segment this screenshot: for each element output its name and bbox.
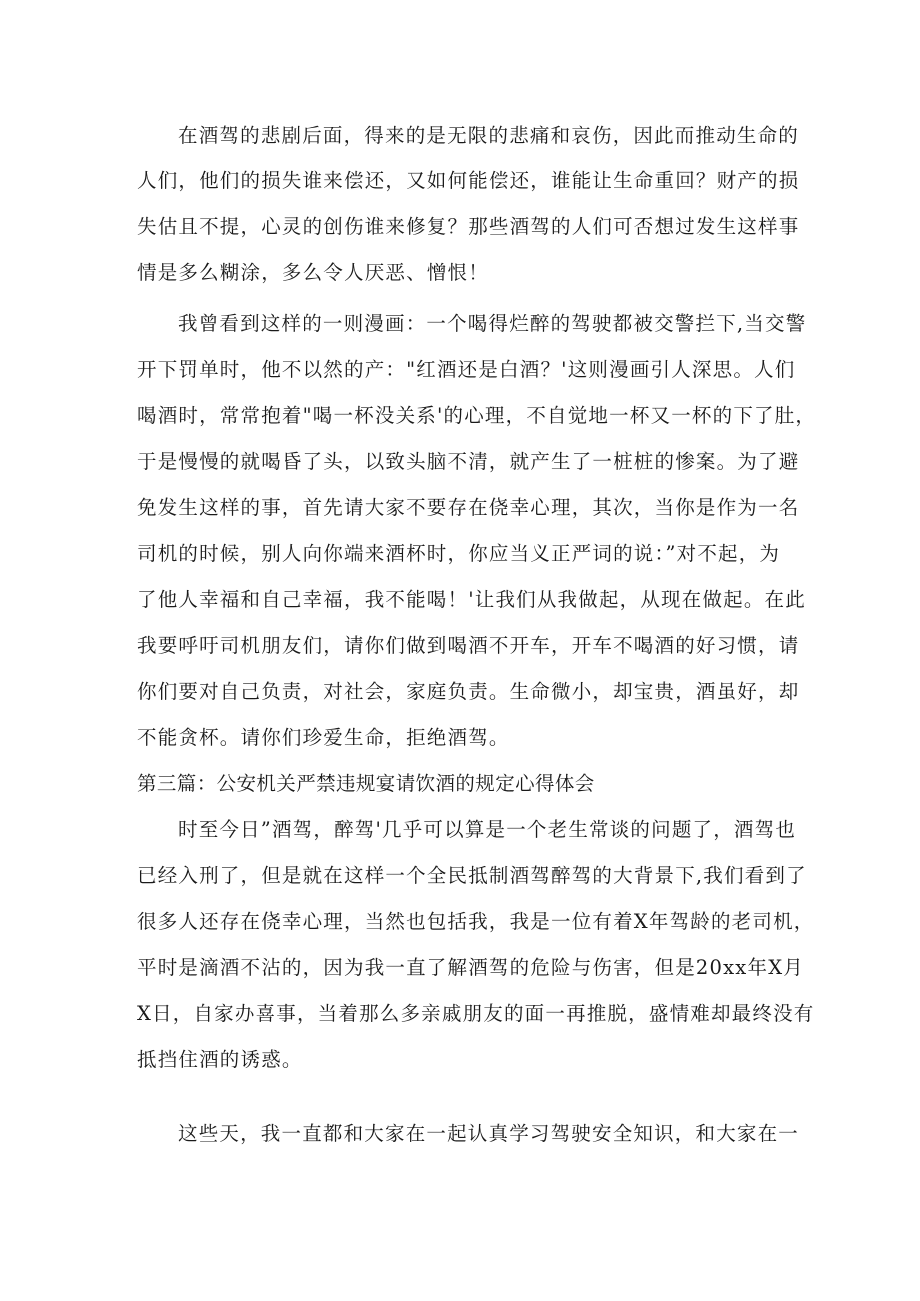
paragraph-1-line-1: 在酒驾的悲剧后面，得来的是无限的悲痛和哀伤，因此而推动生命的 [178, 124, 800, 147]
paragraph-2-line-7: 了他人幸福和自己幸福，我不能喝！'让我们从我做起，从现在做起。在此 [137, 588, 806, 611]
section-heading: 第三篇：公安机关严禁违规宴请饮酒的规定心得体会 [137, 772, 595, 795]
paragraph-2-line-1: 我曾看到这样的一则漫画：一个喝得烂醉的驾驶都被交警拦下,当交警 [178, 312, 807, 335]
paragraph-2-line-4: 于是慢慢的就喝昏了头，以致头脑不清，就产生了一桩桩的惨案。为了避 [137, 450, 800, 473]
paragraph-1-line-2: 人们，他们的损失谁来偿还，又如何能偿还，谁能让生命重回？财产的损 [137, 169, 800, 192]
paragraph-3-line-2: 已经入刑了，但是就在这样一个全民抵制酒驾醉驾的大背景下,我们看到了 [137, 864, 807, 887]
paragraph-3-line-1: 时至今日”酒驾，醉驾'几乎可以算是一个老生常谈的问题了，酒驾也 [178, 818, 797, 841]
paragraph-3-line-4: 平时是滴酒不沾的，因为我一直了解酒驾的危险与伤害，但是20xx年X月 [137, 956, 804, 979]
paragraph-2-line-5: 免发生这样的事，首先请大家不要存在侥幸心理，其次，当你是作为一名 [137, 496, 800, 519]
paragraph-3-line-6: 抵挡住酒的诱惑。 [137, 1048, 303, 1071]
paragraph-2-line-2: 开下罚单时，他不以然的产："红酒还是白酒？'这则漫画引人深思。人们 [137, 358, 796, 381]
paragraph-2-line-6: 司机的时候，别人向你端来酒杯时，你应当义正严词的说：”对不起，为 [137, 542, 781, 565]
paragraph-1-line-4: 情是多么糊涂，多么令人厌恶、憎恨！ [137, 261, 489, 284]
paragraph-1-line-3: 失估且不提，心灵的创伤谁来修复？那些酒驾的人们可否想过发生这样事 [137, 215, 800, 238]
paragraph-2-line-3: 喝酒时，常常抱着"喝一杯没关系'的心理，不自觉地一杯又一杯的下了肚， [137, 404, 817, 427]
paragraph-3-line-3: 很多人还存在侥幸心理，当然也包括我，我是一位有着X年驾龄的老司机， [137, 910, 815, 933]
paragraph-4-line-1: 这些天，我一直都和大家在一起认真学习驾驶安全知识，和大家在一 [178, 1122, 800, 1145]
paragraph-2-line-8: 我要呼吁司机朋友们，请你们做到喝酒不开车，开车不喝酒的好习惯，请 [137, 634, 800, 657]
paragraph-2-line-9: 你们要对自己负责，对社会，家庭负责。生命微小，却宝贵，酒虽好，却 [137, 680, 800, 703]
paragraph-2-line-10: 不能贪杯。请你们珍爱生命，拒绝酒驾。 [137, 726, 510, 749]
paragraph-3-line-5: X日，自家办喜事，当着那么多亲戚朋友的面一再推脱，盛情难却最终没有 [137, 1002, 815, 1025]
